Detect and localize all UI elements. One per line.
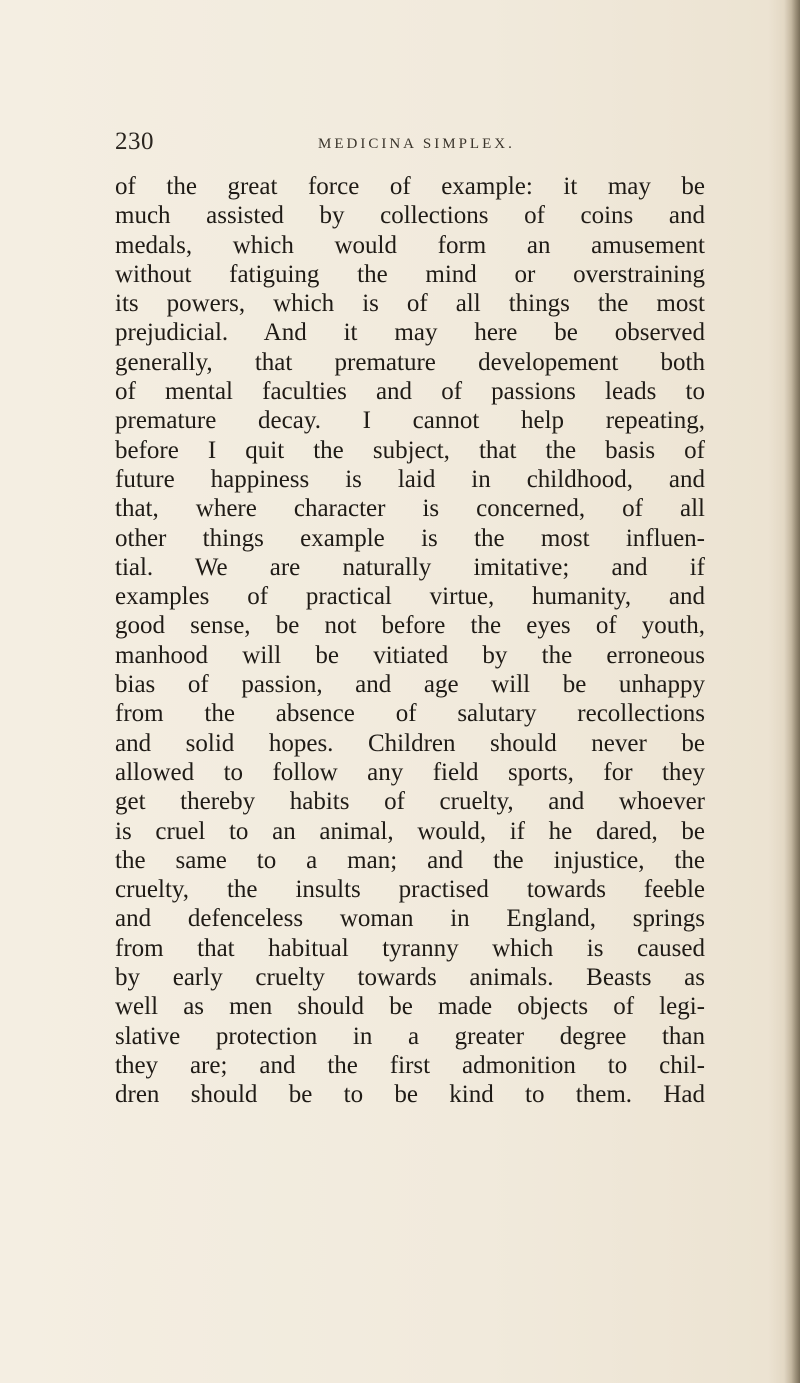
text-line: is cruel to an animal, would, if he dared, be [115, 817, 705, 845]
text-line: cruelty, the insults practised towards feeble [115, 876, 705, 904]
text-line: its powers, which is of all things the most [115, 290, 705, 318]
text-line: of the great force of example: it may be [115, 173, 705, 200]
text-line: by early cruelty towards animals. Beasts as [115, 964, 705, 992]
text-line: prejudicial. And it may here be observed [115, 319, 705, 347]
text-line: manhood will be vitiated by the erroneous [115, 641, 705, 669]
page-binding-shadow [784, 0, 800, 1383]
text-line: bias of passion, and age will be unhappy [115, 671, 705, 699]
text-line: good sense, be not before the eyes of youth, [115, 612, 705, 640]
body-text [115, 172, 705, 1110]
text-line: tial. We are naturally imitative; and if [115, 553, 705, 581]
text-line: of mental faculties and of passions leads to [115, 378, 705, 406]
text-line: allowed to follow any field sports, for they [115, 758, 705, 786]
text-line: much assisted by collections of coins and [115, 202, 705, 230]
text-line: well as men should be made objects of legi- [115, 993, 705, 1021]
page-number: 230 [115, 128, 154, 155]
text-line: future happiness is laid in childhood, and [115, 465, 705, 493]
text-line: they are; and the first admonition to chil- [115, 1051, 705, 1079]
text-line: and defenceless woman in England, springs [115, 905, 705, 933]
text-line: the same to a man; and the injustice, the [115, 846, 705, 874]
text-line: without fatiguing the mind or overstraining [115, 260, 705, 288]
text-line: generally, that premature developement both [115, 348, 705, 376]
text-line: that, where character is concerned, of all [115, 495, 705, 523]
text-line: before I quit the subject, that the basis of [115, 436, 705, 464]
text-line: and solid hopes. Children should never be [115, 729, 705, 757]
text-line: premature decay. I cannot help repeating, [115, 407, 705, 435]
text-line: from that habitual tyranny which is caused [115, 934, 705, 962]
text-line: examples of practical virtue, humanity, and [115, 583, 705, 611]
text-line: get thereby habits of cruelty, and whoever [115, 788, 705, 816]
text-line: other things example is the most influen- [115, 524, 705, 552]
text-line: from the absence of salutary recollections [115, 700, 705, 728]
text-line: dren should be to be kind to them. Had [115, 1081, 705, 1109]
text-line: slative protection in a greater degree than [115, 1022, 705, 1050]
text-line: medals, which would form an amusement [115, 231, 705, 259]
running-head: MEDICINA SIMPLEX. [318, 136, 515, 152]
